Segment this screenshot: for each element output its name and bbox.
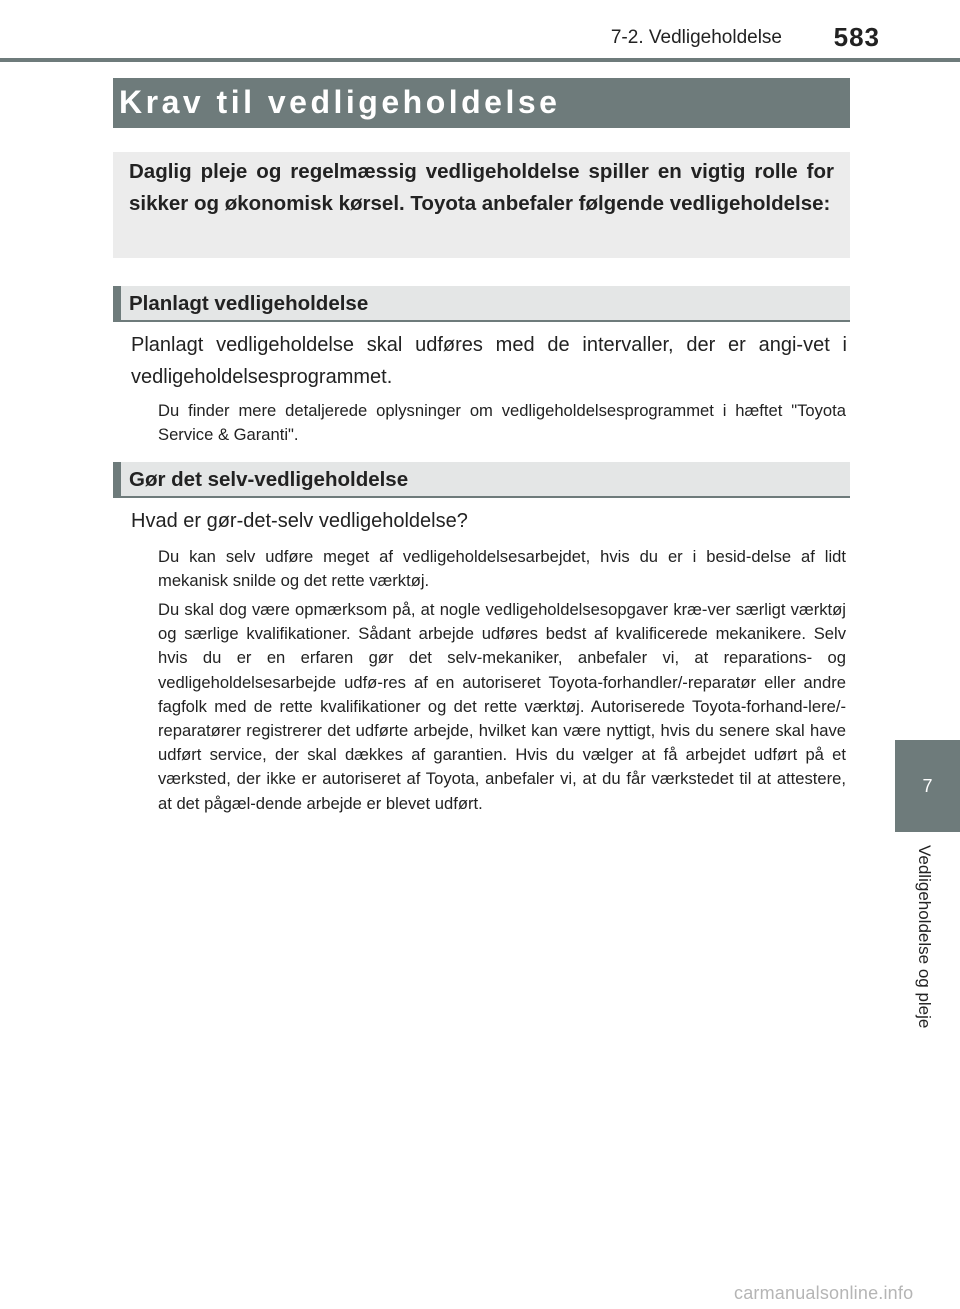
intro-box bbox=[113, 152, 850, 258]
chapter-number: 7 bbox=[922, 776, 933, 796]
paragraph: Du finder mere detaljerede oplysninger om vedligeholdelsesprogrammet i hæftet "Toyota Service & Garanti". bbox=[158, 401, 846, 445]
watermark: carmanualsonline.info bbox=[734, 1283, 914, 1303]
header-section-title: 7-2. Vedligeholdelse bbox=[610, 27, 782, 48]
section-heading-text: Planlagt vedligeholdelse bbox=[129, 292, 369, 315]
section-heading-text: Gør det selv-vedligeholdelse bbox=[129, 468, 409, 491]
paragraph: Du kan selv udføre meget af vedligeholdelsesarbejdet, hvis du er i besid-delse af lidt mekanisk snilde og det rette værktøj. bbox=[158, 547, 846, 591]
chapter-tab bbox=[895, 740, 960, 832]
section-lead-planned: Planlagt vedligeholdelse skal udføres med de intervaller, der er angi-vet i vedligeholdelsesprogrammet. bbox=[131, 334, 847, 388]
chapter-label: Vedligeholdelse og pleje bbox=[915, 845, 934, 1029]
title-bar bbox=[113, 78, 850, 128]
page-header bbox=[0, 0, 960, 62]
header-rule bbox=[0, 58, 960, 62]
paragraph: Du skal dog være opmærksom på, at nogle vedligeholdelsesopgaver kræ-ver særligt værktøj og særlige kvalifikationer. Sådant arbejde udføres bedst af kvalificerede mekanikere. Selv hvis du er en erfaren gør det selv-mekaniker, anbefaler vi, at reparations- og vedligeholdelsesarbejde udfø-res af en autoriseret Toyota-forhandler/-reparatør eller andre fagfolk med de rette kvalifikationer og det rette værktøj. Autoriserede Toyota-forhand-lere/-reparatører registrerer det udførte arbejde, hvilket kan være nyttigt, hvis du senere skal have udført service, der skal dækkes af garantien. Hvis du vælger at få arbejdet udført på et værksted, der ikke er autoriseret af Toyota, anbefaler vi, at du får værkstedet til at attestere, at det pågæl-dende arbejde er blevet udført. bbox=[158, 600, 846, 813]
page-number: 583 bbox=[833, 22, 880, 52]
section-heading-planned bbox=[113, 286, 850, 322]
intro-text: Daglig pleje og regelmæssig vedligeholdelse spiller en vigtig rolle for sikker og økonomisk kørsel. Toyota anbefaler følgende vedligeholdelse: bbox=[129, 160, 834, 215]
page-title: Krav til vedligeholdelse bbox=[119, 84, 561, 120]
section-lead-diy: Hvad er gør-det-selv vedligeholdelse? bbox=[131, 510, 468, 532]
section-heading-diy bbox=[113, 462, 850, 498]
